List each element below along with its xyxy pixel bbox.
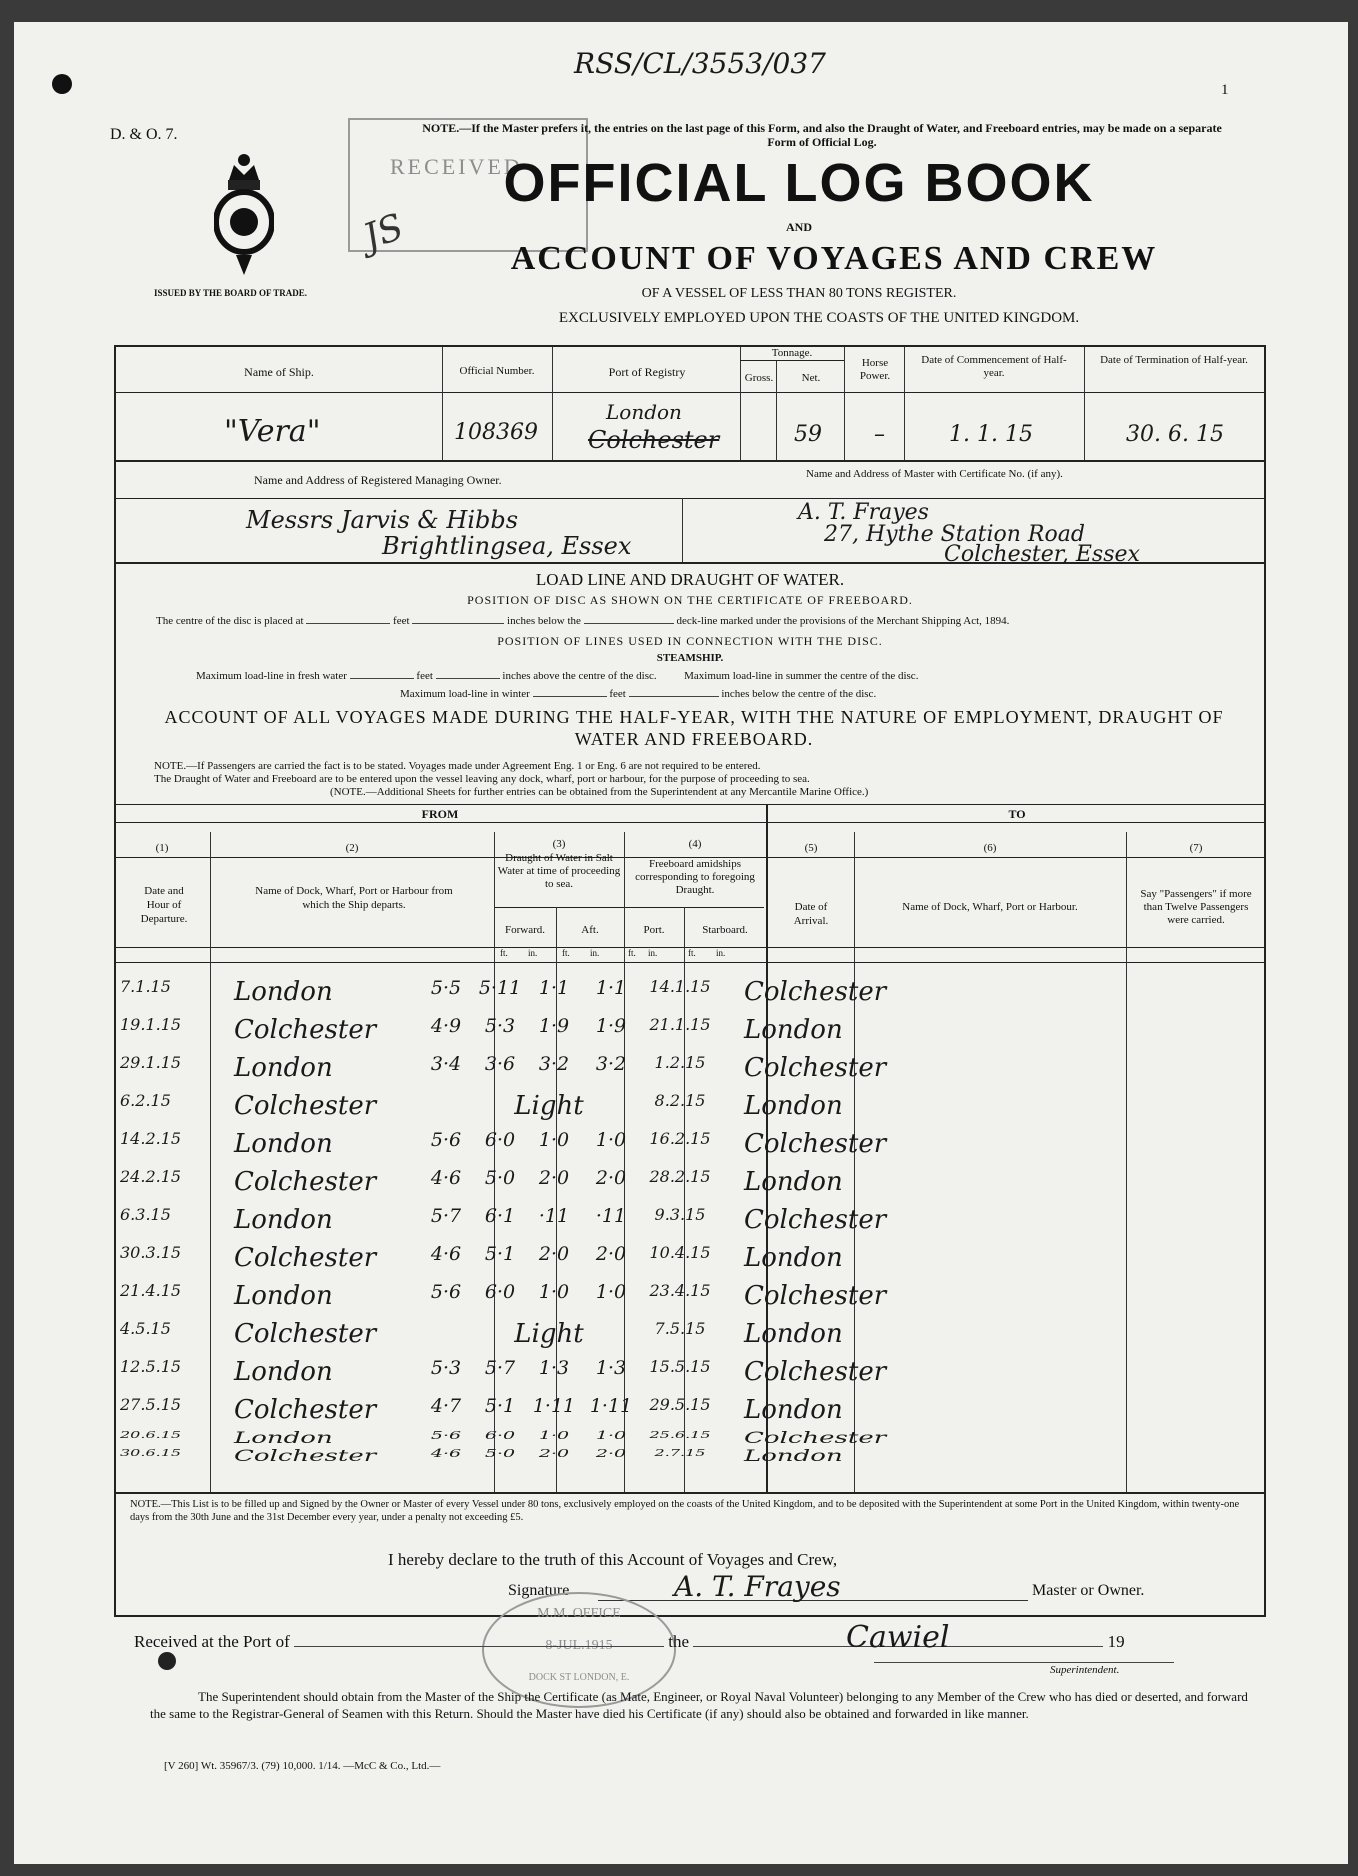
draught-aft: 5·1 [484, 1395, 516, 1417]
header-forward: Forward. [504, 924, 546, 936]
header-commencement: Date of Commencement of Half-year. [921, 354, 1067, 379]
draught-forward: 3·4 [430, 1053, 462, 1075]
destination-port: London [744, 1167, 843, 1197]
freeboard-port: 1·0 [538, 1281, 570, 1303]
freeboard-starboard: ·11 [595, 1205, 627, 1227]
destination-port: Colchester [744, 1205, 887, 1235]
draught-aft: 5·11 [478, 977, 522, 999]
destination-port: Colchester [744, 977, 887, 1007]
freeboard-starboard: 2·0 [595, 1447, 627, 1461]
col-5-number: (5) [804, 842, 818, 854]
disc-title: POSITION OF DISC AS SHOWN ON THE CERTIFICATE OF FREEBOARD. [467, 593, 913, 607]
departure-port: London [234, 1281, 333, 1311]
instructions: The Superintendent should obtain from the Master of the Ship the Certificate (as Mate, Engineer, or Royal Naval Volunteer) belonging to any Member of the Crew who has died or deserted, and forward the same to the Registrar-General of Seamen with this Return. Should the Master have died his Certificate (if any) should also be obtained and forwarded in like manner. [150, 1689, 1248, 1721]
page-subtitle: ACCOUNT OF VOYAGES AND CREW [510, 240, 1158, 277]
departure-port: Colchester [234, 1319, 377, 1349]
destination-port: Colchester [744, 1429, 887, 1447]
arrival-date: 25.6.15 [649, 1429, 711, 1441]
header-from: FROM [421, 807, 459, 821]
master-line-2: 27, Hythe Station Road [824, 522, 1085, 547]
header-master: Name and Address of Master with Certificate No. (if any). [806, 468, 1063, 480]
header-net: Net. [801, 372, 821, 384]
header-tonnage: Tonnage. [771, 347, 813, 359]
departure-port: Colchester [234, 1395, 377, 1425]
departure-date: 27.5.15 [120, 1395, 182, 1414]
departure-port: London [234, 1429, 333, 1447]
draught-forward: 4·7 [430, 1395, 462, 1417]
freeboard-port: 2·0 [538, 1447, 570, 1461]
col-4-number: (4) [688, 838, 702, 850]
draught-aft: 6·0 [484, 1129, 516, 1151]
arrival-date: 8.2.15 [654, 1091, 706, 1110]
draught-aft: 6·1 [484, 1205, 516, 1227]
freeboard-port: 1·9 [538, 1015, 570, 1037]
header-passengers: Say "Passengers" if more than Twelve Passengers were carried. [1140, 888, 1252, 926]
departure-port: Colchester [234, 1091, 377, 1121]
departure-port: Colchester [234, 1015, 377, 1045]
freeboard-starboard: 2·0 [595, 1243, 627, 1265]
freeboard-port: 1·0 [538, 1129, 570, 1151]
departure-date: 6.2.15 [120, 1091, 171, 1110]
page-number: 1 [1221, 82, 1229, 98]
draught-forward: 5·6 [430, 1129, 462, 1151]
official-number-value: 108369 [454, 420, 538, 445]
draught-forward: 4·9 [430, 1015, 462, 1037]
voyage-row [114, 1053, 1264, 1093]
light-note: Light [514, 1091, 584, 1121]
freeboard-starboard: 1·0 [595, 1281, 627, 1303]
voyage-row [114, 1167, 1264, 1207]
freeboard-port: 2·0 [538, 1167, 570, 1189]
pencil-initials: JS [358, 206, 409, 259]
draught-forward: 5·7 [430, 1205, 462, 1227]
departure-port: London [234, 1357, 333, 1387]
draught-forward: 4·6 [430, 1447, 462, 1461]
header-to: TO [1008, 807, 1026, 821]
received-stamp-text: RECEIVED [390, 154, 523, 179]
log-book-page: RSS/CL/3553/037 1 D. & O. 7. ISSUED BY THE BOARD OF TRADE. RECEIVED JS NOTE.—If the Master prefers it, the entries on the last page of this Form, and also the Draught of Water, and Freeboard entries, may be made on a separate Form of Official Log. OFFICIAL LOG BOOK AND ACCOUNT OF VOYAGES AND CREW OF A VESSEL OF LESS THAN 80 TONS REGISTER. EXCLUSIVELY EMPLOYED UPON THE COASTS OF THE UNITED KINGDOM. Name of Ship. Official Number. Port of Registry Tonnage. Gross. Net. Horse Power. Date of Commencement of Half-year. Date of Termination of Half-year. "Vera" 108369 London Colchester 59 – 1. 1. 15 30. 6. 15 Name and Address of Registered Managing Owner. Name and Address of Master with Certificate No. (if any). Messrs Jarvis & Hibbs Brightlingsea, Essex A. T. Frayes 27, Hythe Station Road Colchester, Essex LOAD LINE AND DRAUGHT OF WATER. POSITION OF DISC AS SHOWN ON THE CERTIFICATE OF FREEBOARD. The centre of the disc is placed at feet inches below the deck-line marked under the provisions of the Merchant Shipping Act, 1894. POSITION OF LINES USED IN CONNECTION WITH THE DISC. STEAMSHIP. Maximum load-line in fresh water feet inches above the centre of the disc. Maximum load-line in summer the centre of the disc. Maximum load-line in winter feet inches below the centre of the disc. ACCOUNT OF ALL VOYAGES MADE DURING THE HALF-YEAR, WITH THE NATURE OF EMPLOYMENT, DRAUGHT OF WATER AND FREEBOARD. NOTE.—If Passengers are carried the fact is to be stated. Voyages made under Agreement Eng. 1 or Eng. 6 are not required to be entered. The Draught of Water and Freeboard are to be entered upon the vessel leaving any dock, wharf, port or harbour, for the purpose of proceeding to sea. (NOTE.—Additional Sheets for further entries can be obtained from the Superintendent at any Mercantile Marine Office.) FROM TO (1) (2) (3) (4) (5) (6) (7) Date and Hour of Departure. Name of Dock, Wharf, Port or Harbour from which the Ship departs. Draught of Water in Salt Water at time of proceeding to sea. Freeboard amidships corresponding to foregoing Draught. Forward. Aft. Port. Starboard. Date of Arrival. Name of Dock, Wharf, Port or Harbour. Say "Passengers" if more than Twelve Passengers were carried. ft. in. ft. in. ft. in. ft. in. 7.1.15 London 5·5 5·11 1·1 1·1 14.1.15 Colchester 19.1.15 Colchester 4·9 5·3 1·9 1·9 21.1.15 London 29.1.15 London 3·4 3·6 3·2 3·2 1.2.15 Colchester 6.2.15 Colchester Light 8.2.15 London 14.2.15 London 5·6 6·0 1·0 1·0 16.2.15 Colchester 24.2.15 Colchester 4·6 5·0 2·0 2·0 28.2.15 London 6.3.15 London 5·7 6·1 ·11 ·11 9.3.15 Colchester 30.3.15 Colchester 4·6 5·1 2·0 2·0 10.4.15 London 21.4.15 London 5·6 6·0 1·0 1·0 23.4.15 Colchester 4.5.15 Colchester Light 7.5.15 London 12.5.15 London 5·3 5·7 1·3 1·3 15.5.15 Colchester 27.5.15 Colchester 4·7 5·1 1·11 1·11 29.5.15 London 20.6.15 London 5·6 6·0 1·0 1·0 25.6.15 Colchester 30.6.15 Colchester 4·6 5·0 2·0 2·0 2.7.15 London NOTE.—This List is to be filled up and Signed by the Owner or Master of every Vessel under 80 tons, exclusively employed on the coasts of the United Kingdom, and to be deposited with the Superintendent at some Port in the United Kingdom, within twenty-one days from the 30th June and the 31st December every year, under a penalty not exceeding £5. I hereby declare to the truth of this Account of Voyages and Crew, Signature A. T. Frayes Master or Owner. M.M. OFFICE 8-JUL.1915 DOCK ST LONDON, E. Received at the Port of the 19 Cawiel Superintendent. The Superintendent should obtain from the Master of the Ship the Certificate (as Mate, Engineer, or Royal Naval Volunteer) belonging to any Member of the Crew who has died or deserted, and forward the same to the Registrar-General of Seamen with this Return. Should the Master have died his Certificate (if any) should also be obtained and forwarded in like manner. [V 260] Wt. 35967/3. (79) 10,000. 1/14. —McC & Co., Ltd.— [14, 22, 1348, 1864]
punch-hole [52, 74, 72, 94]
owner-line-1: Messrs Jarvis & Hibbs [246, 506, 519, 534]
header-aft: Aft. [581, 924, 599, 936]
destination-port: London [744, 1319, 843, 1349]
freeboard-starboard: 1·11 [589, 1395, 633, 1417]
page-subtitle-3: EXCLUSIVELY EMPLOYED UPON THE COASTS OF THE UNITED KINGDOM. [558, 310, 1080, 326]
page-title: OFFICIAL LOG BOOK [503, 153, 1095, 213]
freeboard-port: 1·0 [538, 1429, 570, 1443]
col-2-number: (2) [345, 842, 359, 854]
departure-date: 21.4.15 [120, 1281, 182, 1300]
freeboard-port: 1·1 [538, 977, 570, 999]
col-3-number: (3) [552, 838, 566, 850]
departure-port: London [234, 1053, 333, 1083]
note-2: The Draught of Water and Freeboard are to be entered upon the vessel leaving any dock, wharf, port or harbour, for the purpose of proceeding to sea. [154, 773, 810, 785]
voyage-row [114, 1129, 1264, 1169]
arrival-date: 29.5.15 [649, 1395, 711, 1414]
draught-aft: 5·0 [484, 1167, 516, 1189]
header-arrival: Date of Arrival. [793, 901, 829, 927]
voyage-row [114, 1319, 1264, 1359]
voyage-row [114, 1447, 1264, 1487]
draught-aft: 5·7 [484, 1357, 516, 1379]
header-gross: Gross. [744, 372, 774, 384]
freeboard-starboard: 1·0 [595, 1429, 627, 1443]
destination-port: Colchester [744, 1281, 887, 1311]
arrival-date: 28.2.15 [649, 1167, 711, 1186]
freeboard-port: 2·0 [538, 1243, 570, 1265]
destination-port: Colchester [744, 1357, 887, 1387]
superintendent-label: Superintendent. [1050, 1664, 1120, 1676]
footer-note: NOTE.—This List is to be filled up and Signed by the Owner or Master of every Vessel under 80 tons, exclusively employed on the coasts of the United Kingdom, and to be deposited with the Superintendent at some Port in the United Kingdom, within twenty-one days from the 30th June and the 31st December every year, under a penalty not exceeding £5. [130, 1499, 1240, 1523]
destination-port: London [744, 1447, 843, 1465]
destination-port: London [744, 1395, 843, 1425]
departure-date: 24.2.15 [120, 1167, 182, 1186]
departure-port: London [234, 977, 333, 1007]
departure-date: 20.6.15 [120, 1429, 182, 1441]
voyage-row [114, 1091, 1264, 1131]
col-7-number: (7) [1189, 842, 1203, 854]
freeboard-starboard: 1·9 [595, 1015, 627, 1037]
departure-date: 4.5.15 [120, 1319, 171, 1338]
arrival-date: 23.4.15 [649, 1281, 711, 1300]
header-ship-name: Name of Ship. [244, 365, 314, 379]
signature-label: Signature [508, 1582, 570, 1599]
destination-port: London [744, 1243, 843, 1273]
master-line-1: A. T. Frayes [798, 500, 929, 525]
account-title: ACCOUNT OF ALL VOYAGES MADE DURING THE HALF-YEAR, WITH THE NATURE OF EMPLOYMENT, DRAUGHT OF WATER AND FREEBOARD. [164, 707, 1224, 749]
destination-port: London [744, 1091, 843, 1121]
disc-line: The centre of the disc is placed at feet inches below the deck-line marked under the provisions of the Merchant Shipping Act, 1894. [156, 615, 1010, 627]
freeboard-starboard: 2·0 [595, 1167, 627, 1189]
freeboard-starboard: 1·0 [595, 1129, 627, 1151]
header-horse-power: Horse Power. [859, 357, 891, 382]
departure-port: London [234, 1205, 333, 1235]
arrival-date: 2.7.15 [654, 1447, 706, 1459]
draught-aft: 6·0 [484, 1429, 516, 1443]
arrival-date: 15.5.15 [649, 1357, 711, 1376]
departure-date: 30.6.15 [120, 1447, 182, 1459]
fresh-water-line: Maximum load-line in fresh water feet inches above the centre of the disc. Maximum load-line in summer the centre of the disc. [196, 670, 919, 682]
draught-aft: 5·3 [484, 1015, 516, 1037]
header-port-registry: Port of Registry [608, 365, 686, 379]
mm-office-stamp: M.M. OFFICE 8-JUL.1915 DOCK ST LONDON, E. [482, 1592, 676, 1708]
destination-port: London [744, 1015, 843, 1045]
draught-forward: 5·3 [430, 1357, 462, 1379]
freeboard-port: 1·3 [538, 1357, 570, 1379]
departure-date: 19.1.15 [120, 1015, 182, 1034]
punch-hole [158, 1652, 176, 1670]
freeboard-port: 1·11 [532, 1395, 576, 1417]
departure-date: 30.3.15 [120, 1243, 182, 1262]
light-note: Light [514, 1319, 584, 1349]
freeboard-port: 3·2 [538, 1053, 570, 1075]
termination-value: 30. 6. 15 [1126, 422, 1224, 447]
ship-name-value: "Vera" [224, 414, 321, 449]
title-and: AND [786, 220, 812, 234]
freeboard-starboard: 1·3 [595, 1357, 627, 1379]
col-6-number: (6) [983, 842, 997, 854]
departure-port: Colchester [234, 1167, 377, 1197]
header-port: Port. [643, 924, 665, 936]
note-3: (NOTE.—Additional Sheets for further entries can be obtained from the Superintendent at any Mercantile Marine Office.) [330, 786, 869, 798]
voyage-row [114, 977, 1264, 1017]
page-subtitle-2: OF A VESSEL OF LESS THAN 80 TONS REGISTER. [641, 286, 957, 301]
header-dock-from: Name of Dock, Wharf, Port or Harbour from which the Ship departs. [255, 885, 453, 911]
draught-forward: 5·6 [430, 1281, 462, 1303]
draught-forward: 5·5 [430, 977, 462, 999]
arrival-date: 14.1.15 [649, 977, 711, 996]
commencement-value: 1. 1. 15 [949, 422, 1033, 447]
departure-date: 12.5.15 [120, 1357, 182, 1376]
printer-line: [V 260] Wt. 35967/3. (79) 10,000. 1/14. —McC & Co., Ltd.— [164, 1760, 441, 1772]
header-starboard: Starboard. [702, 924, 748, 936]
voyage-row [114, 1015, 1264, 1055]
departure-date: 14.2.15 [120, 1129, 182, 1148]
freeboard-starboard: 1·1 [595, 977, 627, 999]
freeboard-port: ·11 [538, 1205, 570, 1227]
steamship-label: STEAMSHIP. [656, 652, 724, 664]
issued-by: ISSUED BY THE BOARD OF TRADE. [154, 288, 308, 298]
departure-date: 7.1.15 [120, 977, 171, 996]
declaration: I hereby declare to the truth of this Account of Voyages and Crew, [388, 1550, 838, 1569]
departure-port: London [234, 1129, 333, 1159]
draught-aft: 3·6 [484, 1053, 516, 1075]
draught-forward: 4·6 [430, 1243, 462, 1265]
draught-aft: 5·0 [484, 1447, 516, 1461]
port-new-value: London [606, 400, 682, 424]
destination-port: Colchester [744, 1053, 887, 1083]
owner-line-2: Brightlingsea, Essex [382, 532, 632, 560]
superintendent-signature: Cawiel [846, 1620, 950, 1655]
departure-port: Colchester [234, 1243, 377, 1273]
draught-forward: 5·6 [430, 1429, 462, 1443]
top-note: NOTE.—If the Master prefers it, the entries on the last page of this Form, and also the Draught of Water, and Freeboard entries, may be made on a separate Form of Official Log. [422, 121, 1222, 149]
voyage-row [114, 1357, 1264, 1397]
master-line-3: Colchester, Essex [944, 542, 1140, 567]
reference-number: RSS/CL/3553/037 [574, 47, 826, 80]
header-termination: Date of Termination of Half-year. [1100, 354, 1248, 366]
departure-port: Colchester [234, 1447, 377, 1465]
arrival-date: 16.2.15 [649, 1129, 711, 1148]
received-at-port: Received at the Port of the 19 [134, 1632, 1125, 1651]
header-dock-to: Name of Dock, Wharf, Port or Harbour. [902, 901, 1078, 913]
draught-forward: 4·6 [430, 1167, 462, 1189]
header-owner: Name and Address of Registered Managing Owner. [254, 473, 502, 487]
master-signature: A. T. Frayes [674, 1570, 841, 1603]
departure-date: 6.3.15 [120, 1205, 171, 1224]
voyage-row [114, 1281, 1264, 1321]
voyage-row [114, 1205, 1264, 1245]
voyage-row [114, 1243, 1264, 1283]
arrival-date: 21.1.15 [649, 1015, 711, 1034]
arrival-date: 1.2.15 [654, 1053, 706, 1072]
draught-aft: 5·1 [484, 1243, 516, 1265]
header-official-number: Official Number. [459, 365, 535, 377]
net-tonnage-value: 59 [794, 422, 822, 447]
lines-title: POSITION OF LINES USED IN CONNECTION WITH THE DISC. [497, 634, 883, 648]
arrival-date: 10.4.15 [649, 1243, 711, 1262]
note-1: NOTE.—If Passengers are carried the fact is to be stated. Voyages made under Agreement Eng. 1 or Eng. 6 are not required to be entered. [154, 760, 761, 772]
winter-line: Maximum load-line in winter feet inches below the centre of the disc. [400, 688, 877, 700]
departure-date: 29.1.15 [120, 1053, 182, 1072]
destination-port: Colchester [744, 1129, 887, 1159]
freeboard-starboard: 3·2 [595, 1053, 627, 1075]
form-code: D. & O. 7. [110, 126, 178, 143]
superintendent-line [874, 1662, 1174, 1663]
arrival-date: 7.5.15 [654, 1319, 706, 1338]
header-freeboard: Freeboard amidships corresponding to foregoing Draught. [635, 858, 755, 896]
port-old-value: Colchester [588, 426, 720, 454]
draught-aft: 6·0 [484, 1281, 516, 1303]
master-or-owner: Master or Owner. [1032, 1582, 1145, 1599]
arrival-date: 9.3.15 [654, 1205, 706, 1224]
horse-power-value: – [874, 422, 885, 447]
col-1-number: (1) [155, 842, 169, 854]
royal-crest-icon [214, 140, 274, 290]
header-draught: Draught of Water in Salt Water at time of proceeding to sea. [497, 852, 621, 890]
header-departure: Date and Hour of Departure. [140, 885, 188, 925]
load-line-title: LOAD LINE AND DRAUGHT OF WATER. [535, 570, 845, 589]
